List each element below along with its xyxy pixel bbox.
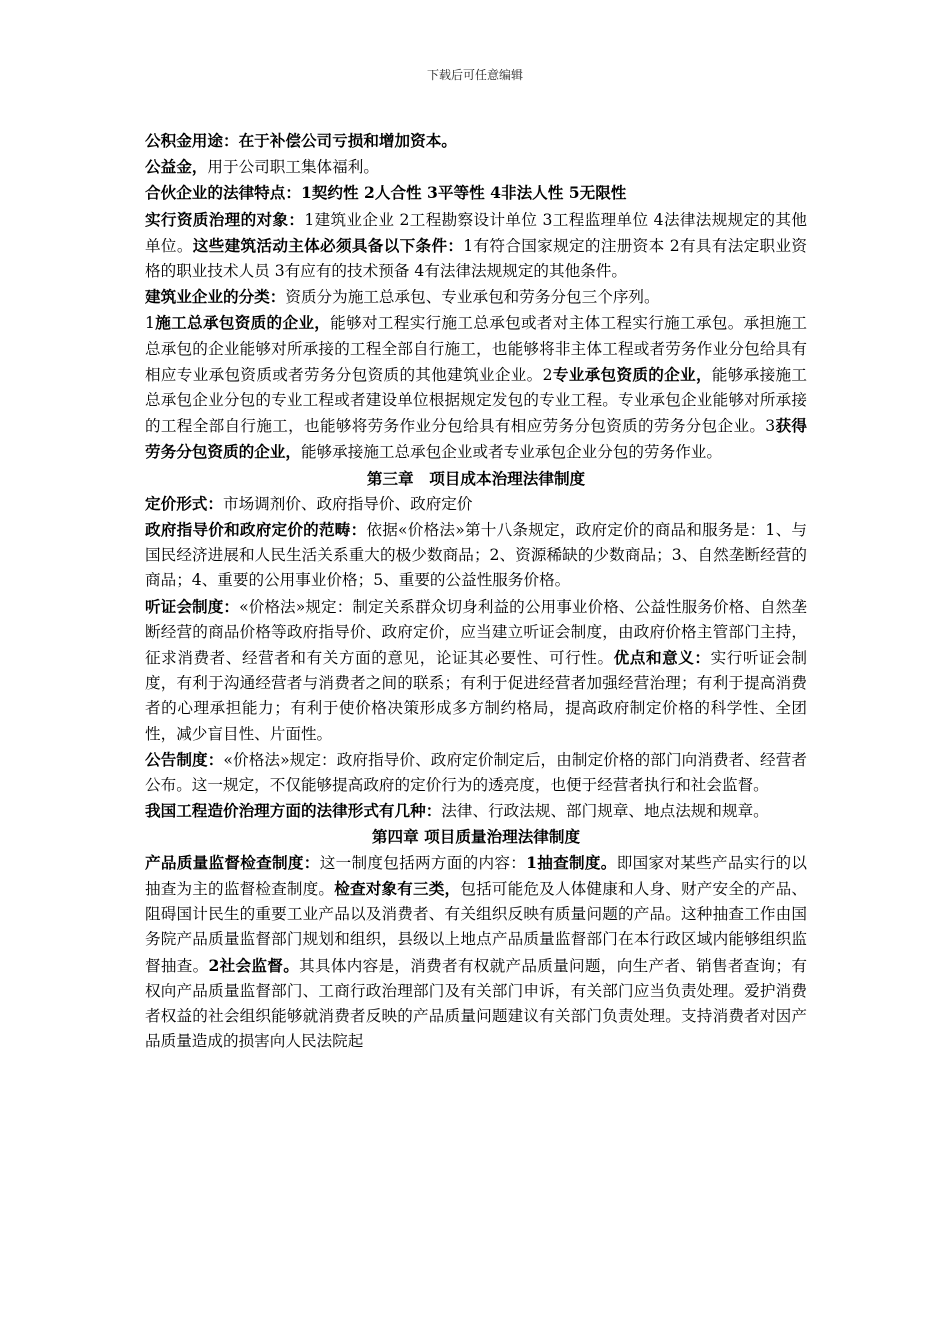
paragraph [145, 850, 807, 1055]
bold-text: 专业承包资质的企业， [552, 364, 712, 384]
bold-text: 检查对象有三类， [334, 878, 461, 898]
paragraph [145, 747, 807, 798]
bold-text: 公积金用途：在于补偿公司亏损和增加资本。 [145, 131, 457, 150]
paragraph [145, 284, 807, 310]
bold-text: 我国工程造价治理方面的法律形式有几种： [145, 801, 442, 821]
paragraph [145, 180, 807, 206]
body-text: 1建筑业企业 2工程勘察设计单位 3工程监理单位 4法律法规规定的其他单位。 [145, 210, 807, 255]
body-text: 包括可能危及人体健康和人身、财产安全的产品、阻碍国计民生的重要工业产品以及消费者、有关组织反映有质量问题的产品。这种抽查工作由国务院产品质量监督部门规划和组织，县级以上地点产品质量监督部门在本行政区域内能够组织监督抽查。 [145, 879, 807, 975]
bold-text: 听证会制度： [145, 596, 240, 616]
body-text: 能够承接施工总承包企业或者专业承包企业分包的劳务作业。 [300, 443, 722, 462]
bold-text: 公益金， [145, 157, 208, 177]
bold-text: 1抽查制度。 [526, 852, 617, 872]
bold-text: 2社会监督。 [208, 955, 300, 975]
document-body [145, 128, 807, 1054]
chapter-heading [145, 824, 807, 849]
body-text: 1 [145, 314, 155, 333]
body-text: 能够对工程实行施工总承包或者对主体工程实行施工承包。承担施工总承包的企业能够对所承接的工程全部自行施工，也能够将非主体工程或者劳务作业分包给具有相应专业承包资质或者劳务分包资质的其他建筑业企业。2 [145, 314, 807, 384]
paragraph [145, 154, 807, 180]
body-text: 法律、行政法规、部门规章、地点法规和规章。 [441, 802, 769, 821]
body-text: 即国家对某些产品实行的以抽查为主的监督检查制度。 [145, 853, 807, 898]
bold-text: 施工总承包资质的企业， [154, 313, 331, 333]
bold-text: 实行资质治理的对象： [145, 209, 305, 229]
body-text: 市场调剂价、政府指导价、政府定价 [222, 494, 473, 513]
bold-text: 公告制度： [145, 749, 224, 769]
paragraph [145, 517, 807, 594]
paragraph [145, 491, 807, 517]
bold-text: 定价形式： [145, 493, 223, 513]
body-text: 其具体内容是，消费者有权就产品质量问题，向生产者、销售者查询；有权向产品质量监督部门、工商行政治理部门及有关部门申诉，有关部门应当负责处理。爱护消费者权益的社会组织能够就消费者反映的产品质量问题建议有关部门负责处理。支持消费者对因产品质量造成的损害向人民法院起 [145, 956, 807, 1051]
paragraph [145, 207, 807, 285]
body-text: 资质分为施工总承包、专业承包和劳务分包三个序列。 [285, 288, 660, 307]
bold-text: 优点和意义： [613, 648, 711, 668]
paragraph [145, 594, 807, 747]
bold-text: 合伙企业的法律特点：1契约性 2人合性 3平等性 4非法人性 5无限性 [145, 183, 627, 203]
page-header: 下载后可任意编辑 [426, 68, 523, 82]
body-text: 实行听证会制度，有利于沟通经营者与消费者之间的联系；有利于促进经营者加强经营治理；有利于提高消费者的心理承担能力；有利于使价格决策形成多方制约格局，提高政府制定价格的科学性、全团性，减少盲目性、片面性。 [145, 649, 807, 743]
body-text: 用于公司职工集体福利。 [207, 158, 379, 177]
bold-text: 获得劳务分包资质的企业， [145, 416, 807, 462]
body-text: 能够承接施工总承包企业分包的专业工程或者建设单位根据规定发包的专业工程。专业承包企业能够对所承接的工程全部自行施工，也能够将劳务作业分包给具有相应劳务分包资质的劳务分包企业。3 [145, 365, 807, 436]
body-text: «价格法»规定：政府指导价、政府定价制定后，由制定价格的部门向消费者、经营者公布。这一规定，不仅能够提高政府的定价行为的透亮度，也便于经营者执行和社会监督。 [145, 750, 807, 795]
paragraph [145, 128, 807, 154]
bold-text: 第四章 项目质量治理法律制度 [371, 827, 581, 847]
bold-text: 第三章 项目成本治理法律制度 [366, 468, 586, 488]
paragraph [145, 310, 807, 465]
body-text: 1有符合国家规定的注册资本 2有具有法定职业资格的职业技术人员 3有应有的技术预备 4有法律法规规定的其他条件。 [145, 236, 807, 281]
body-text: 这一制度包括两方面的内容： [319, 853, 527, 872]
bold-text: 这些建筑活动主体必须具备以下条件： [192, 235, 464, 255]
bold-text: 产品质量监督检查制度： [145, 852, 320, 872]
body-text: 依据«价格法»第十八条规定，政府定价的商品和服务是：1、与国民经济进展和人民生活关系重大的极少数商品；2、资源稀缺的少数商品；3、自然垄断经营的商品；4、重要的公用事业价格；5、重要的公益性服务价格。 [145, 521, 807, 590]
body-text: «价格法»规定：制定关系群众切身利益的公用事业价格、公益性服务价格、自然垄断经营的商品价格等政府指导价、政府定价，应当建立听证会制度，由政府价格主管部门主持，征求消费者、经营者和有关方面的意见，论证其必要性、可行性。 [145, 597, 807, 668]
paragraph [145, 798, 807, 824]
bold-text: 建筑业企业的分类： [145, 287, 286, 307]
chapter-heading [145, 466, 807, 491]
bold-text: 政府指导价和政府定价的范畴： [145, 520, 367, 540]
